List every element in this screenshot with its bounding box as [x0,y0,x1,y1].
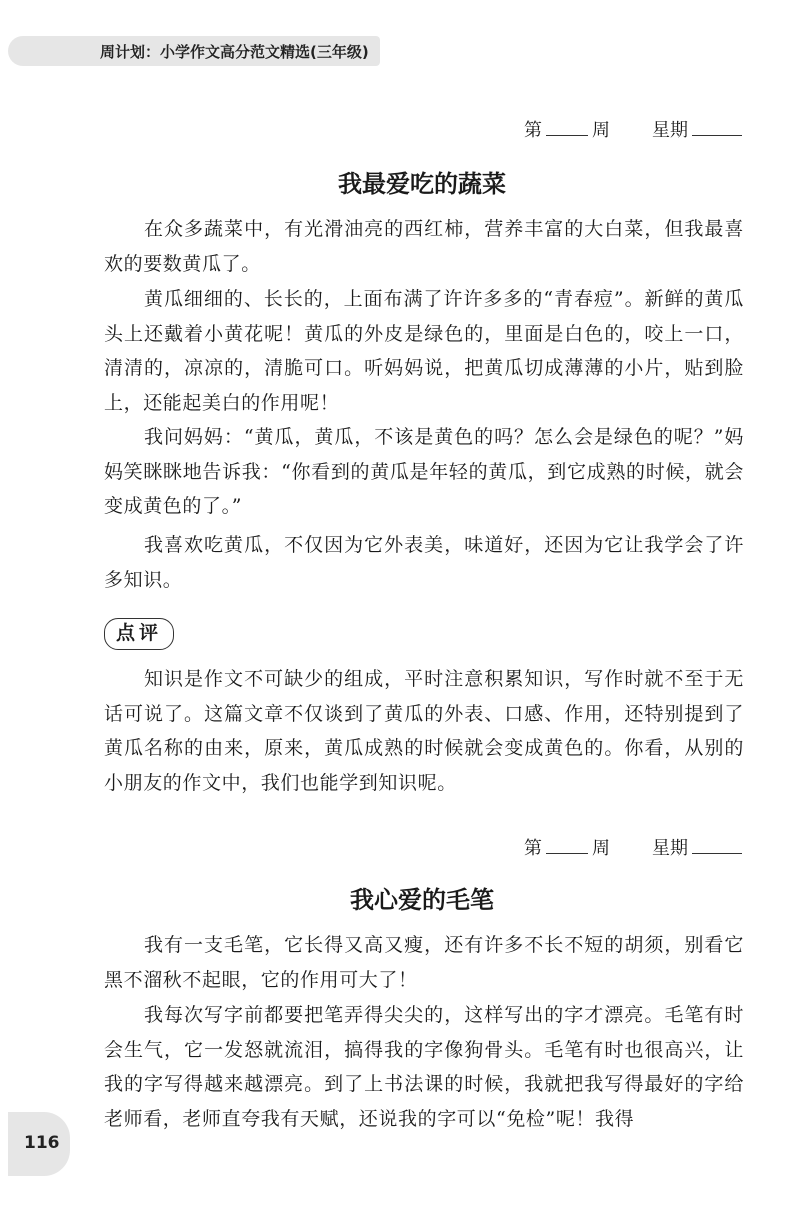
week-number-blank [546,835,588,854]
essay-paragraph: 我有一支毛笔，它长得又高又瘦，还有许多不长不短的胡须，别看它黑不溜秋不起眼，它的作用可大了！ [104,934,744,991]
essay-title: 我最爱吃的蔬菜 [338,170,506,198]
week-suffix: 周 [592,120,610,141]
week-weekday-line [524,834,742,860]
weekday-blank [692,835,742,854]
comment-paragraph: 知识是作文不可缺少的组成，平时注意积累知识，写作时就不至于无话可说了。这篇文章不仅谈到了黄瓜的外表、口感、作用，还特别提到了黄瓜名称的由来，原来，黄瓜成熟的时候就会变成黄色的。你看，从别的小朋友的作文中，我们也能学到知识呢。 [104,668,744,794]
comment-label-badge: 点评 [104,618,174,650]
essay-title: 我心爱的毛笔 [350,886,494,914]
week-suffix: 周 [592,838,610,859]
essay-paragraph: 黄瓜细细的、长长的，上面布满了许许多多的“青春痘”。新鲜的黄瓜头上还戴着小黄花呢！黄瓜的外皮是绿色的，里面是白色的，咬上一口，清清的，凉凉的，清脆可口。听妈妈说，把黄瓜切成薄薄的小片，贴到脸上，还能起美白的作用呢！ [104,288,744,414]
week-number-blank [546,117,588,136]
weekday-label: 星期 [652,838,688,859]
week-prefix: 第 [524,120,542,141]
running-header-title: 周计划：小学作文高分范文精选(三年级) [100,43,369,61]
week-prefix: 第 [524,838,542,859]
week-weekday-line [524,116,742,142]
essay-paragraph: 我喜欢吃黄瓜，不仅因为它外表美，味道好，还因为它让我学会了许多知识。 [104,534,744,591]
weekday-label: 星期 [652,120,688,141]
essay-paragraph: 我问妈妈：“黄瓜，黄瓜，不该是黄色的吗？怎么会是绿色的呢？”妈妈笑眯眯地告诉我：“你看到的黄瓜是年轻的黄瓜，到它成熟的时候，就会变成黄色的了。” [104,426,744,517]
essay-paragraph: 在众多蔬菜中，有光滑油亮的西红柿，营养丰富的大白菜，但我最喜欢的要数黄瓜了。 [104,218,744,275]
essay-paragraph: 我每次写字前都要把笔弄得尖尖的，这样写出的字才漂亮。毛笔有时会生气，它一发怒就流泪，搞得我的字像狗骨头。毛笔有时也很高兴，让我的字写得越来越漂亮。到了上书法课的时候，我就把我写得最好的字给老师看，老师直夸我有天赋，还说我的字可以“免检”呢！我得 [104,1004,744,1130]
weekday-blank [692,117,742,136]
page-number: 116 [24,1133,60,1153]
